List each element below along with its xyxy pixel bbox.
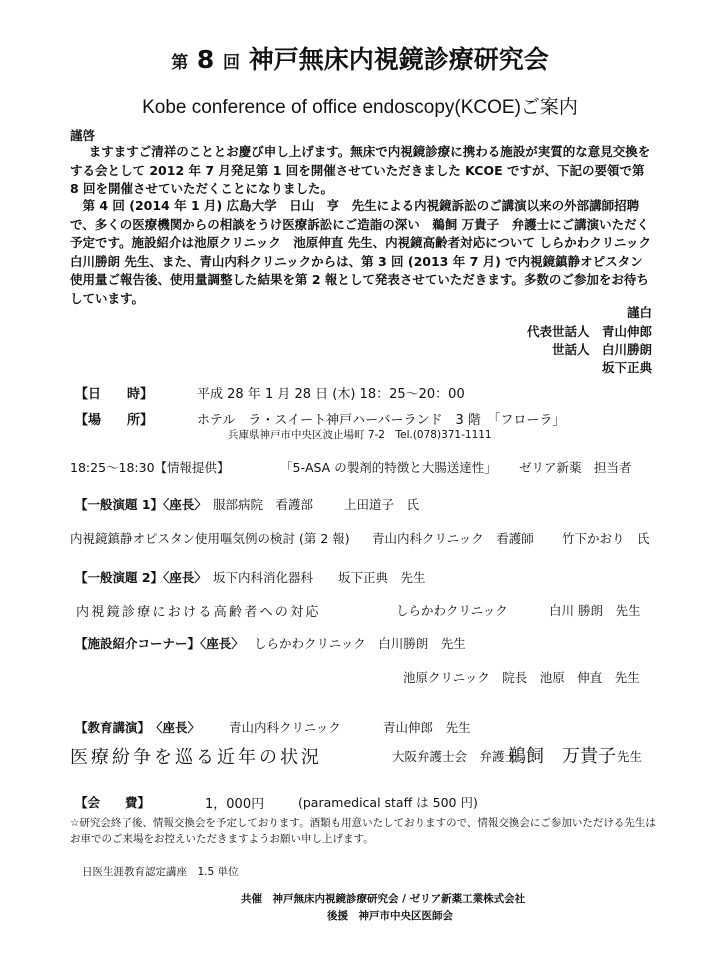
info-company: ゼリア新薬 担当者: [519, 460, 632, 475]
greeting: 謹啓: [70, 128, 96, 143]
title-prefix: 第: [171, 53, 189, 73]
fee-value: 1，000円: [205, 797, 265, 812]
education-chair-name: 青山伸郎 先生: [383, 720, 471, 735]
signature-3: 坂下正典: [601, 360, 652, 375]
session-1-chair-name: 上田道子 氏: [344, 497, 420, 512]
date-label: 【日 時】: [75, 387, 154, 402]
supporter: 後援 神戸市中央区医師会: [327, 910, 453, 922]
education-header: 【教育講演】 〈座長〉: [75, 720, 201, 735]
session-1-speaker: 竹下かおり 氏: [562, 531, 650, 546]
session-2-title: 内視鏡診療における高齢者への対応: [76, 605, 321, 620]
facility-header: 【施設紹介コーナー】〈座長〉: [75, 636, 244, 651]
education-institution: 大阪弁護士会 弁護士: [392, 749, 518, 764]
facility-speaker: 池原クリニック 院長 池原 伸直 先生: [403, 670, 640, 685]
page-subtitle: Kobe conference of office endoscopy(KCOE)ご案内: [142, 97, 578, 118]
signature-2-role: 世話人: [551, 342, 590, 357]
fee-label: 【会 費】: [75, 795, 151, 810]
info-time: 18:25〜18:30【情報提供】: [70, 460, 230, 475]
info-title: 「5-ASA の製剤的特徴と大腸送達性」: [280, 460, 497, 475]
signature-1-role: 代表世話人: [526, 324, 590, 339]
session-2-institution: しらかわクリニック: [396, 603, 508, 618]
education-chair-institution: 青山内科クリニック: [229, 720, 341, 735]
session-1-header: 【一般演題 1】〈座長〉: [75, 497, 207, 512]
address: 兵庫県神戸市中央区波止場町 7-2 Tel.(078)371-1111: [228, 429, 492, 441]
session-1-title: 内視鏡鎮静オピスタン使用嘔気例の検討 (第 2 報): [70, 531, 350, 546]
cme-credit: 日医生涯教育認定講座 1.5 単位: [82, 866, 239, 878]
session-2-speaker: 白川 勝朗 先生: [549, 603, 641, 618]
education-title: 医療紛争を巡る近年の状況: [70, 747, 322, 768]
session-1-chair-institution: 服部病院 看護部: [213, 497, 314, 512]
title-main: 神戸無床内視鏡診療研究会: [248, 45, 549, 74]
signature-1-name: 青山伸郎: [601, 324, 652, 339]
co-host: 共催 神戸無床内視鏡診療研究会 / ゼリア新薬工業株式会社: [241, 893, 526, 905]
date-value: 平成 28 年 1 月 28 日 (木) 18：25〜20：00: [197, 387, 465, 402]
note-line-2: お車でのご来場をお控えいただきますようお願い申し上げます。: [70, 833, 374, 845]
signature-2: [552, 340, 652, 358]
signature-1: [527, 322, 652, 340]
title-mid: 回: [223, 53, 241, 73]
facility-chair: しらかわクリニック 白川勝朗 先生: [254, 636, 466, 651]
title-number: 8: [196, 45, 215, 74]
place-label: 【場 所】: [75, 413, 154, 428]
education-lecturer-honorific: 先生: [617, 749, 643, 764]
page-title: [0, 40, 720, 76]
place-value: ホテル ラ・スイート神戸ハーバーランド 3 階 「フローラ」: [197, 413, 566, 428]
letter-paragraph-1: ますますご清祥のこととお慶び申し上げます。無床で内視鏡診療に携わる施設が実質的な意見交換をする会として 2012 年 7 月発足第 1 回を開催させていただきました KCOE ですが、下記の要領で第 8 回を開催させていただくことになりました。: [70, 144, 651, 196]
closing: 謹白: [626, 305, 652, 320]
education-lecturer-name: 鵜飼 万貴子: [508, 746, 616, 767]
session-1-institution: 青山内科クリニック 看護師: [372, 531, 534, 546]
signature-2-name: 白川勝朗: [601, 342, 652, 357]
letter-paragraph-2: 第 4 回 (2014 年 1 月) 広島大学 日山 亨 先生による内視鏡訴訟のご講演以来の外部講師招聘で、多くの医療機関からの相談をうけ医療訴訟にご造詣の深い 鵜飼 万貴子 弁護士にご講演いただく予定です。施設紹介は池原クリニック 池原伸直 先生、内視鏡高齢者対応について しらかわクリニック 白川勝朗 先生、また、青山内科クリニックからは、第 3 回 (2013 年 7 月) で内視鏡鎮静オピスタン使用量ご報告後、使用量調整した結果を第 2 報として発表させていただきます。多数のご参加をお待ちしています。: [70, 198, 651, 306]
note-line-1: ☆研究会終了後、情報交換会を予定しております。酒類も用意いたしておりますので、情報交換会にご参加いただける先生は: [70, 817, 656, 829]
fee-note: (paramedical staff は 500 円): [298, 795, 478, 810]
session-2-header: 【一般演題 2】〈座長〉: [75, 570, 207, 585]
session-2-chair: 坂下内科消化器科 坂下正典 先生: [213, 570, 426, 585]
